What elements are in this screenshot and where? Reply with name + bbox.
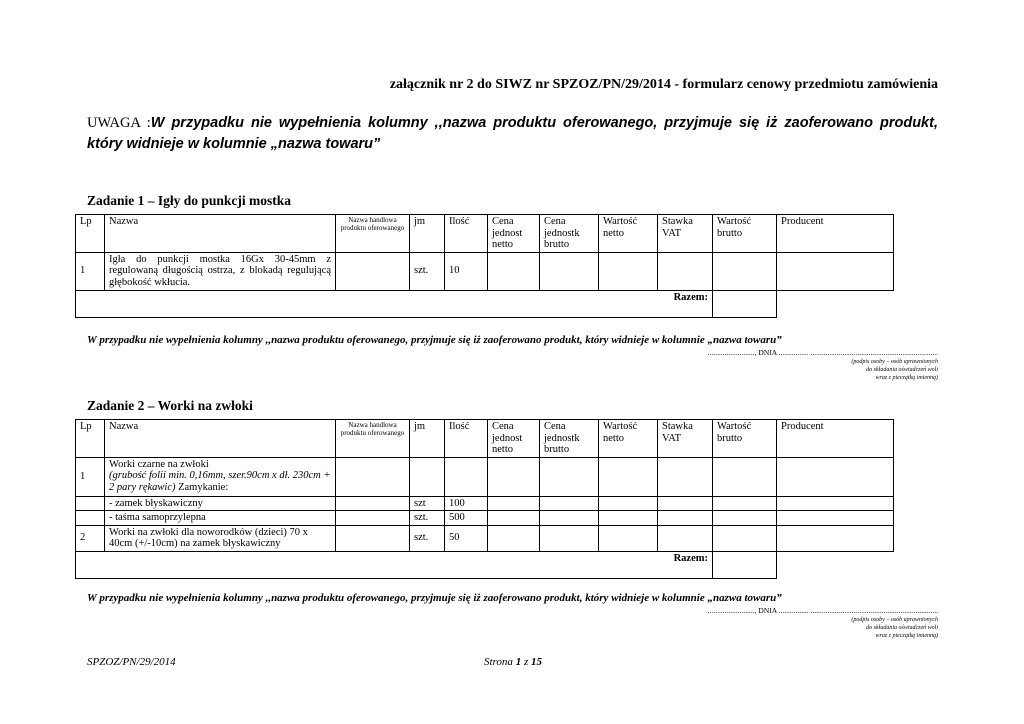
col-ilosc: Ilość (445, 215, 488, 253)
uwaga-label: UWAGA : (87, 115, 151, 131)
row-nazwa: - taśma samoprzylepna (105, 511, 336, 526)
row-cena-brutto-input[interactable] (540, 252, 599, 290)
razem-label: Razem: (76, 551, 713, 578)
col-nazwa: Nazwa (105, 215, 336, 253)
razem-row (76, 551, 894, 578)
row-ilosc: 100 (445, 496, 488, 511)
razem-wartosc-brutto-input[interactable] (713, 290, 777, 317)
col-wartosc-brutto: Wartość brutto (713, 215, 777, 253)
footer-page-number: Strona 1 z 15 (484, 656, 542, 668)
row-stawka-vat-input[interactable] (658, 252, 713, 290)
row-nazwa: Worki na zwłoki dla noworodków (dzieci) 70 x 40cm (+/-10cm) na zamek błyskawiczny (105, 525, 336, 551)
task1-title: Zadanie 1 – Igły do punkcji mostka (87, 193, 292, 208)
row-nazwa-handlowa-input[interactable] (336, 252, 410, 290)
table-row (76, 525, 894, 551)
task1-signature-line: ........................., DNIA ................ .................................................................... (707, 348, 938, 357)
row-ilosc: 50 (445, 525, 488, 551)
row-wartosc-brutto-input[interactable] (713, 457, 777, 496)
row-jm: szt. (410, 525, 445, 551)
col-lp: Lp (76, 420, 105, 458)
col-producent: Producent (777, 420, 894, 458)
col-wartosc-netto: Wartość netto (599, 215, 658, 253)
uwaga-notice (87, 113, 938, 155)
task2-signature-line: ........................., DNIA ................ .................................................................... (707, 606, 938, 615)
row-producent-input[interactable] (777, 252, 894, 290)
task1-note: W przypadku nie wypełnienia kolumny ,,nazwa produktu oferowanego, przyjmuje się iż zaoferowano produkt, który widnieje w kolumnie „nazwa towaru” (87, 334, 782, 346)
row-jm: szt. (410, 252, 445, 290)
row-cena-netto-input[interactable] (488, 457, 540, 496)
row-ilosc: 10 (445, 252, 488, 290)
table-row (76, 511, 894, 526)
row-lp: 1 (76, 252, 105, 290)
row-wartosc-netto-input[interactable] (599, 457, 658, 496)
col-lp: Lp (76, 215, 105, 253)
col-jm: jm (410, 215, 445, 253)
col-cena-netto: Cena jednost netto (488, 420, 540, 458)
razem-label: Razem: (76, 290, 713, 317)
col-nazwa-handlowa: Nazwa handlowa produktu oferowanego (336, 420, 410, 458)
table-header-row (76, 420, 894, 458)
row-wartosc-brutto-input[interactable] (713, 252, 777, 290)
col-wartosc-netto: Wartość netto (599, 420, 658, 458)
row-nazwa-handlowa-input[interactable] (336, 457, 410, 496)
table-row (76, 252, 894, 290)
table-row (76, 457, 894, 496)
col-wartosc-brutto: Wartość brutto (713, 420, 777, 458)
col-producent: Producent (777, 215, 894, 253)
uwaga-text: W przypadku nie wypełnienia kolumny ,,nazwa produktu oferowanego, przyjmuje się iż zaoferowano produkt, który widnieje w kolumnie „nazwa towaru” (87, 115, 938, 152)
row-jm: szt (410, 496, 445, 511)
col-nazwa: Nazwa (105, 420, 336, 458)
row-nazwa: - zamek błyskawiczny (105, 496, 336, 511)
col-stawka-vat: Stawka VAT (658, 420, 713, 458)
task2-title: Zadanie 2 – Worki na zwłoki (87, 398, 253, 413)
row-lp: 1 (76, 457, 105, 496)
row-nazwa: Igła do punkcji mostka 16Gx 30-45mm z regulowaną długością ostrza, z blokadą regulującą głębokość wkłucia. (105, 252, 336, 290)
razem-row (76, 290, 894, 317)
row-lp: 2 (76, 525, 105, 551)
col-nazwa-handlowa: Nazwa handlowa produktu oferowanego (336, 215, 410, 253)
col-stawka-vat: Stawka VAT (658, 215, 713, 253)
task2-note: W przypadku nie wypełnienia kolumny ,,nazwa produktu oferowanego, przyjmuje się iż zaoferowano produkt, który widnieje w kolumnie „nazwa towaru” (87, 592, 782, 604)
row-cena-netto-input[interactable] (488, 252, 540, 290)
document-header: załącznik nr 2 do SIWZ nr SPZOZ/PN/29/2014 - formularz cenowy przedmiotu zamówienia (389, 77, 938, 92)
table-row (76, 496, 894, 511)
row-producent-input[interactable] (777, 457, 894, 496)
table-header-row (76, 215, 894, 253)
row-nazwa: Worki czarne na zwłoki (grubość folii min. 0,16mm, szer.90cm x dł. 230cm + 2 pary rękawic) Zamykanie: (105, 457, 336, 496)
row-jm: szt. (410, 511, 445, 526)
col-cena-brutto: Cena jednostk brutto (540, 420, 599, 458)
col-ilosc: Ilość (445, 420, 488, 458)
row-stawka-vat-input[interactable] (658, 457, 713, 496)
row-cena-brutto-input[interactable] (540, 457, 599, 496)
col-cena-brutto: Cena jednostk brutto (540, 215, 599, 253)
col-jm: jm (410, 420, 445, 458)
task1-table (75, 214, 894, 318)
row-ilosc: 500 (445, 511, 488, 526)
task2-table (75, 419, 894, 579)
razem-wartosc-brutto-input[interactable] (713, 551, 777, 578)
task2-signature-caption: (podpis osoby – osób uprawnionych do składania oświadczeń woli wraz z pieczątką imienną) (851, 617, 938, 639)
row-wartosc-netto-input[interactable] (599, 252, 658, 290)
footer-doc-number: SPZOZ/PN/29/2014 (87, 656, 176, 668)
col-cena-netto: Cena jednost netto (488, 215, 540, 253)
task1-signature-caption: (podpis osoby – osób uprawnionych do składania oświadczeń woli wraz z pieczątką imienną) (851, 359, 938, 381)
